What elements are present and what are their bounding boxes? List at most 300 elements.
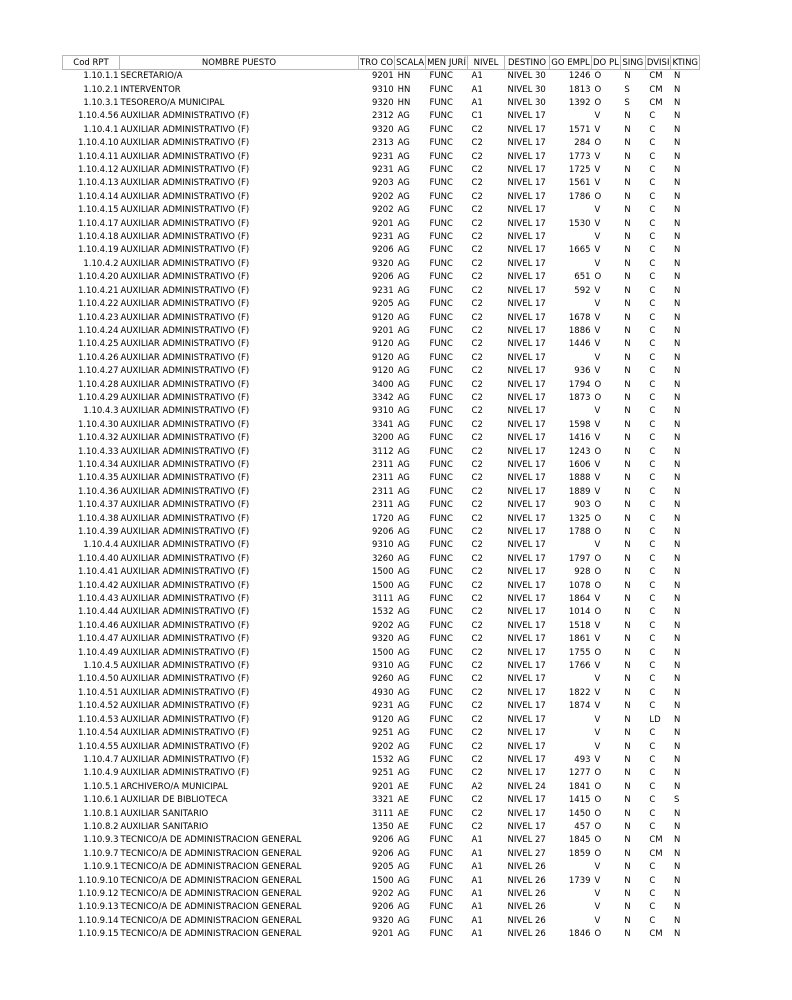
cell-estado-plaza[interactable]: V — [594, 165, 601, 176]
cell-centro-coste[interactable]: 9202 — [371, 741, 394, 752]
cell-destino[interactable]: NIVEL 30 — [507, 84, 546, 95]
cell-sing[interactable]: N — [624, 808, 631, 819]
cell-marketing[interactable]: N — [673, 728, 681, 739]
cell-destino[interactable]: NIVEL 17 — [507, 191, 546, 202]
cell-destino[interactable]: NIVEL 17 — [507, 634, 546, 645]
cell-provision[interactable]: CM — [649, 848, 663, 859]
cell-regimen[interactable]: FUNC — [429, 205, 453, 216]
cell-codigo-empleado[interactable] — [550, 673, 592, 686]
cell-provision[interactable]: C — [649, 366, 656, 377]
cell-provision[interactable]: C — [649, 567, 656, 578]
table-row[interactable] — [63, 821, 700, 834]
cell-destino[interactable]: NIVEL 17 — [507, 392, 546, 403]
table-row[interactable] — [63, 526, 700, 539]
cell-cod-rpt[interactable]: 1.10.9.13 — [77, 902, 119, 913]
cell-marketing[interactable]: N — [673, 446, 681, 457]
cell-cod-rpt[interactable]: 1.10.4.29 — [77, 392, 119, 403]
cell-nivel[interactable]: A1 — [471, 875, 483, 886]
cell-centro-coste[interactable]: 1500 — [371, 580, 394, 591]
cell-destino[interactable]: NIVEL 17 — [507, 714, 546, 725]
cell-escala[interactable]: AG — [397, 513, 410, 524]
cell-nivel[interactable]: A1 — [471, 848, 483, 859]
cell-nombre-puesto[interactable]: AUXILIAR ADMINISTRATIVO (F) — [120, 352, 250, 363]
cell-provision[interactable]: CM — [649, 929, 663, 940]
cell-codigo-empleado[interactable]: 1518 — [568, 620, 591, 631]
cell-escala[interactable]: AG — [397, 500, 410, 511]
cell-nombre-puesto[interactable]: TECNICO/A DE ADMINISTRACION GENERAL — [120, 862, 302, 873]
cell-centro-coste[interactable]: 3111 — [371, 808, 394, 819]
col-header-provision[interactable]: DVISI — [646, 57, 670, 68]
table-row[interactable] — [63, 83, 700, 96]
cell-cod-rpt[interactable]: 1.10.4.30 — [77, 419, 119, 430]
cell-cod-rpt[interactable]: 1.10.4.39 — [77, 527, 119, 538]
cell-nombre-puesto[interactable]: AUXILIAR ADMINISTRATIVO (F) — [120, 191, 250, 202]
table-row[interactable] — [63, 512, 700, 525]
cell-estado-plaza[interactable]: V — [594, 325, 601, 336]
cell-destino[interactable]: NIVEL 17 — [507, 821, 546, 832]
cell-nombre-puesto[interactable]: AUXILIAR ADMINISTRATIVO (F) — [120, 366, 250, 377]
cell-centro-coste[interactable]: 9320 — [371, 915, 394, 926]
cell-cod-rpt[interactable]: 1.10.4.42 — [77, 580, 119, 591]
cell-destino[interactable]: NIVEL 17 — [507, 205, 546, 216]
cell-cod-rpt[interactable]: 1.10.4.25 — [77, 339, 119, 350]
cell-marketing[interactable]: N — [673, 406, 681, 417]
cell-cod-rpt[interactable]: 1.10.4.24 — [77, 325, 119, 336]
cell-codigo-empleado[interactable]: 1416 — [568, 433, 591, 444]
cell-marketing[interactable]: N — [673, 567, 681, 578]
cell-regimen[interactable]: FUNC — [429, 540, 453, 551]
cell-nivel[interactable]: C2 — [471, 459, 483, 470]
cell-provision[interactable]: C — [649, 540, 656, 551]
cell-sing[interactable]: N — [624, 728, 631, 739]
cell-sing[interactable]: N — [624, 500, 631, 511]
cell-marketing[interactable]: S — [673, 795, 680, 806]
cell-escala[interactable]: AG — [397, 754, 410, 765]
cell-centro-coste[interactable]: 9120 — [371, 714, 394, 725]
table-row[interactable] — [63, 110, 700, 123]
cell-nombre-puesto[interactable]: AUXILIAR ADMINISTRATIVO (F) — [120, 661, 250, 672]
cell-estado-plaza[interactable]: V — [594, 902, 601, 913]
cell-estado-plaza[interactable]: O — [594, 527, 602, 538]
cell-sing[interactable]: N — [624, 111, 631, 122]
cell-provision[interactable]: C — [649, 674, 656, 685]
cell-destino[interactable]: NIVEL 17 — [507, 527, 546, 538]
cell-nombre-puesto[interactable]: SECRETARIO/A — [120, 71, 183, 82]
cell-destino[interactable]: NIVEL 17 — [507, 795, 546, 806]
cell-codigo-empleado[interactable]: 1786 — [568, 191, 591, 202]
cell-nivel[interactable]: C2 — [471, 527, 483, 538]
cell-marketing[interactable]: N — [673, 835, 681, 846]
cell-cod-rpt[interactable]: 1.10.4.7 — [83, 754, 119, 765]
table-row[interactable] — [63, 834, 700, 847]
cell-destino[interactable]: NIVEL 17 — [507, 754, 546, 765]
cell-codigo-empleado[interactable]: 936 — [574, 366, 591, 377]
cell-codigo-empleado[interactable]: 1864 — [568, 594, 591, 605]
cell-regimen[interactable]: FUNC — [429, 71, 453, 82]
cell-marketing[interactable]: N — [673, 71, 681, 82]
cell-nombre-puesto[interactable]: AUXILIAR ADMINISTRATIVO (F) — [120, 701, 250, 712]
table-row[interactable] — [63, 486, 700, 499]
cell-estado-plaza[interactable]: V — [594, 218, 601, 229]
cell-marketing[interactable]: N — [673, 151, 681, 162]
cell-escala[interactable]: AG — [397, 205, 410, 216]
cell-regimen[interactable]: FUNC — [429, 929, 453, 940]
cell-provision[interactable]: C — [649, 473, 656, 484]
cell-destino[interactable]: NIVEL 17 — [507, 379, 546, 390]
cell-destino[interactable]: NIVEL 17 — [507, 768, 546, 779]
cell-sing[interactable]: N — [624, 138, 631, 149]
cell-regimen[interactable]: FUNC — [429, 875, 453, 886]
cell-nombre-puesto[interactable]: AUXILIAR ADMINISTRATIVO (F) — [120, 594, 250, 605]
cell-escala[interactable]: AG — [397, 433, 410, 444]
cell-regimen[interactable]: FUNC — [429, 138, 453, 149]
cell-regimen[interactable]: FUNC — [429, 218, 453, 229]
table-row[interactable] — [63, 566, 700, 579]
cell-provision[interactable]: C — [649, 500, 656, 511]
cell-nombre-puesto[interactable]: AUXILIAR ADMINISTRATIVO (F) — [120, 392, 250, 403]
cell-destino[interactable]: NIVEL 26 — [507, 915, 546, 926]
cell-codigo-empleado[interactable]: 1598 — [568, 419, 591, 430]
cell-regimen[interactable]: FUNC — [429, 111, 453, 122]
cell-cod-rpt[interactable]: 1.10.5.1 — [83, 781, 119, 792]
cell-nivel[interactable]: C2 — [471, 124, 483, 135]
cell-sing[interactable]: N — [624, 366, 631, 377]
cell-escala[interactable]: AG — [397, 540, 410, 551]
cell-nombre-puesto[interactable]: AUXILIAR ADMINISTRATIVO (F) — [120, 124, 250, 135]
cell-nivel[interactable]: C2 — [471, 339, 483, 350]
cell-marketing[interactable]: N — [673, 473, 681, 484]
cell-regimen[interactable]: FUNC — [429, 379, 453, 390]
cell-regimen[interactable]: FUNC — [429, 473, 453, 484]
cell-marketing[interactable]: N — [673, 272, 681, 283]
cell-codigo-empleado[interactable]: 1773 — [568, 151, 591, 162]
cell-regimen[interactable]: FUNC — [429, 701, 453, 712]
cell-sing[interactable]: N — [624, 674, 631, 685]
cell-estado-plaza[interactable]: V — [594, 111, 601, 122]
cell-escala[interactable]: AG — [397, 728, 410, 739]
cell-destino[interactable]: NIVEL 17 — [507, 258, 546, 269]
cell-nivel[interactable]: A1 — [471, 915, 483, 926]
cell-escala[interactable]: AG — [397, 459, 410, 470]
cell-estado-plaza[interactable]: V — [594, 352, 601, 363]
cell-sing[interactable]: N — [624, 553, 631, 564]
cell-destino[interactable]: NIVEL 17 — [507, 366, 546, 377]
cell-codigo-empleado[interactable]: 1277 — [568, 768, 591, 779]
cell-codigo-empleado[interactable]: 1888 — [568, 473, 591, 484]
cell-estado-plaza[interactable]: V — [594, 433, 601, 444]
cell-destino[interactable]: NIVEL 17 — [507, 352, 546, 363]
cell-escala[interactable]: AG — [397, 406, 410, 417]
cell-nombre-puesto[interactable]: INTERVENTOR — [120, 84, 181, 95]
cell-marketing[interactable]: N — [673, 379, 681, 390]
cell-regimen[interactable]: FUNC — [429, 768, 453, 779]
cell-provision[interactable]: C — [649, 232, 656, 243]
table-row[interactable] — [63, 137, 700, 150]
cell-regimen[interactable]: FUNC — [429, 151, 453, 162]
cell-centro-coste[interactable]: 9310 — [371, 406, 394, 417]
cell-codigo-empleado[interactable]: 928 — [574, 567, 591, 578]
cell-regimen[interactable]: FUNC — [429, 406, 453, 417]
cell-cod-rpt[interactable]: 1.10.4.3 — [83, 406, 119, 417]
cell-codigo-empleado[interactable]: 1813 — [568, 84, 591, 95]
cell-nombre-puesto[interactable]: AUXILIAR ADMINISTRATIVO (F) — [120, 567, 250, 578]
cell-centro-coste[interactable]: 9202 — [371, 205, 394, 216]
cell-provision[interactable]: C — [649, 379, 656, 390]
cell-regimen[interactable]: FUNC — [429, 714, 453, 725]
cell-nivel[interactable]: C2 — [471, 540, 483, 551]
cell-provision[interactable]: C — [649, 245, 656, 256]
cell-nombre-puesto[interactable]: AUXILIAR ADMINISTRATIVO (F) — [120, 553, 250, 564]
table-row[interactable] — [63, 687, 700, 700]
cell-provision[interactable]: C — [649, 728, 656, 739]
col-header-centro-coste[interactable]: TRO CO — [360, 57, 394, 68]
cell-cod-rpt[interactable]: 1.10.4.5 — [83, 661, 119, 672]
cell-nombre-puesto[interactable]: AUXILIAR SANITARIO — [120, 808, 209, 819]
cell-nivel[interactable]: C2 — [471, 245, 483, 256]
cell-nombre-puesto[interactable]: AUXILIAR ADMINISTRATIVO (F) — [120, 580, 250, 591]
cell-sing[interactable]: N — [624, 848, 631, 859]
cell-destino[interactable]: NIVEL 26 — [507, 862, 546, 873]
cell-marketing[interactable]: N — [673, 366, 681, 377]
cell-centro-coste[interactable]: 2312 — [371, 111, 394, 122]
cell-sing[interactable]: N — [624, 607, 631, 618]
cell-centro-coste[interactable]: 9231 — [371, 165, 394, 176]
cell-destino[interactable]: NIVEL 17 — [507, 808, 546, 819]
cell-codigo-empleado[interactable]: 1014 — [568, 607, 591, 618]
cell-sing[interactable]: N — [624, 339, 631, 350]
cell-centro-coste[interactable]: 9206 — [371, 835, 394, 846]
cell-destino[interactable]: NIVEL 17 — [507, 500, 546, 511]
cell-nombre-puesto[interactable]: AUXILIAR ADMINISTRATIVO (F) — [120, 406, 250, 417]
table-row[interactable] — [63, 378, 700, 391]
cell-sing[interactable]: N — [624, 165, 631, 176]
cell-nombre-puesto[interactable]: AUXILIAR ADMINISTRATIVO (F) — [120, 473, 250, 484]
cell-provision[interactable]: C — [649, 862, 656, 873]
cell-nivel[interactable]: C2 — [471, 446, 483, 457]
cell-sing[interactable]: N — [624, 888, 631, 899]
cell-provision[interactable]: C — [649, 875, 656, 886]
cell-centro-coste[interactable]: 9251 — [371, 728, 394, 739]
cell-provision[interactable]: C — [649, 915, 656, 926]
cell-marketing[interactable]: N — [673, 352, 681, 363]
cell-marketing[interactable]: N — [673, 848, 681, 859]
cell-sing[interactable]: N — [624, 352, 631, 363]
cell-provision[interactable]: C — [649, 754, 656, 765]
table-row[interactable] — [63, 338, 700, 351]
cell-centro-coste[interactable]: 9203 — [371, 178, 394, 189]
cell-escala[interactable]: AG — [397, 312, 410, 323]
cell-nivel[interactable]: C2 — [471, 473, 483, 484]
cell-escala[interactable]: AG — [397, 862, 410, 873]
cell-estado-plaza[interactable]: O — [594, 513, 602, 524]
cell-cod-rpt[interactable]: 1.10.4.33 — [77, 446, 119, 457]
cell-marketing[interactable]: N — [673, 580, 681, 591]
cell-nombre-puesto[interactable]: TECNICO/A DE ADMINISTRACION GENERAL — [120, 929, 302, 940]
cell-marketing[interactable]: N — [673, 661, 681, 672]
cell-sing[interactable]: N — [624, 527, 631, 538]
cell-codigo-empleado[interactable]: 1859 — [568, 848, 591, 859]
cell-regimen[interactable]: FUNC — [429, 312, 453, 323]
cell-codigo-empleado[interactable] — [550, 258, 592, 271]
cell-nivel[interactable]: C2 — [471, 232, 483, 243]
cell-sing[interactable]: N — [624, 245, 631, 256]
cell-nivel[interactable]: C2 — [471, 714, 483, 725]
cell-nombre-puesto[interactable]: AUXILIAR ADMINISTRATIVO (F) — [120, 446, 250, 457]
cell-sing[interactable]: N — [624, 459, 631, 470]
cell-nombre-puesto[interactable]: AUXILIAR ADMINISTRATIVO (F) — [120, 540, 250, 551]
cell-centro-coste[interactable]: 9206 — [371, 527, 394, 538]
table-row[interactable] — [63, 673, 700, 686]
cell-regimen[interactable]: FUNC — [429, 459, 453, 470]
cell-nombre-puesto[interactable]: TECNICO/A DE ADMINISTRACION GENERAL — [120, 848, 302, 859]
cell-escala[interactable]: AG — [397, 634, 410, 645]
cell-provision[interactable]: C — [649, 459, 656, 470]
cell-destino[interactable]: NIVEL 17 — [507, 647, 546, 658]
cell-provision[interactable]: C — [649, 151, 656, 162]
table-row[interactable] — [63, 781, 700, 794]
cell-provision[interactable]: C — [649, 433, 656, 444]
cell-sing[interactable]: N — [624, 781, 631, 792]
cell-cod-rpt[interactable]: 1.10.4.41 — [77, 567, 119, 578]
cell-sing[interactable]: N — [624, 473, 631, 484]
table-row[interactable] — [63, 325, 700, 338]
table-row[interactable] — [63, 620, 700, 633]
cell-provision[interactable]: C — [649, 339, 656, 350]
cell-destino[interactable]: NIVEL 17 — [507, 553, 546, 564]
cell-nivel[interactable]: C2 — [471, 580, 483, 591]
cell-cod-rpt[interactable]: 1.10.8.1 — [83, 808, 119, 819]
cell-escala[interactable]: AG — [397, 607, 410, 618]
cell-marketing[interactable]: N — [673, 165, 681, 176]
cell-destino[interactable]: NIVEL 26 — [507, 888, 546, 899]
cell-escala[interactable]: AG — [397, 527, 410, 538]
table-row[interactable] — [63, 419, 700, 432]
cell-centro-coste[interactable]: 9320 — [371, 634, 394, 645]
cell-nombre-puesto[interactable]: AUXILIAR ADMINISTRATIVO (F) — [120, 245, 250, 256]
cell-centro-coste[interactable]: 9320 — [371, 258, 394, 269]
cell-estado-plaza[interactable]: V — [594, 741, 601, 752]
cell-codigo-empleado[interactable] — [550, 405, 592, 418]
cell-centro-coste[interactable]: 9205 — [371, 862, 394, 873]
cell-estado-plaza[interactable]: V — [594, 406, 601, 417]
cell-provision[interactable]: C — [649, 687, 656, 698]
cell-provision[interactable]: C — [649, 325, 656, 336]
cell-cod-rpt[interactable]: 1.10.4.1 — [83, 124, 119, 135]
cell-centro-coste[interactable]: 9231 — [371, 285, 394, 296]
cell-codigo-empleado[interactable] — [550, 861, 592, 874]
cell-nivel[interactable]: C2 — [471, 138, 483, 149]
cell-marketing[interactable]: N — [673, 419, 681, 430]
cell-regimen[interactable]: FUNC — [429, 258, 453, 269]
cell-centro-coste[interactable]: 2311 — [371, 473, 394, 484]
cell-nivel[interactable]: C1 — [471, 111, 483, 122]
cell-estado-plaza[interactable]: V — [594, 339, 601, 350]
cell-nivel[interactable]: C2 — [471, 701, 483, 712]
cell-regimen[interactable]: FUNC — [429, 272, 453, 283]
cell-cod-rpt[interactable]: 1.10.4.49 — [77, 647, 119, 658]
cell-estado-plaza[interactable]: O — [594, 781, 602, 792]
table-row[interactable] — [63, 244, 700, 257]
cell-estado-plaza[interactable]: V — [594, 285, 601, 296]
cell-nivel[interactable]: C2 — [471, 379, 483, 390]
table-row[interactable] — [63, 740, 700, 753]
cell-destino[interactable]: NIVEL 17 — [507, 674, 546, 685]
cell-cod-rpt[interactable]: 1.10.4.38 — [77, 513, 119, 524]
cell-sing[interactable]: N — [624, 205, 631, 216]
cell-regimen[interactable]: FUNC — [429, 902, 453, 913]
cell-cod-rpt[interactable]: 1.10.4.53 — [77, 714, 119, 725]
col-header-estado-plaza[interactable]: DO PL — [593, 57, 619, 68]
cell-destino[interactable]: NIVEL 26 — [507, 902, 546, 913]
cell-nombre-puesto[interactable]: AUXILIAR ADMINISTRATIVO (F) — [120, 285, 250, 296]
cell-provision[interactable]: C — [649, 272, 656, 283]
table-row[interactable] — [63, 150, 700, 163]
cell-escala[interactable]: AG — [397, 446, 410, 457]
cell-codigo-empleado[interactable]: 1725 — [568, 165, 591, 176]
cell-provision[interactable]: C — [649, 406, 656, 417]
cell-estado-plaza[interactable]: O — [594, 929, 602, 940]
cell-estado-plaza[interactable]: V — [594, 232, 601, 243]
cell-marketing[interactable]: N — [673, 245, 681, 256]
cell-nombre-puesto[interactable]: AUXILIAR ADMINISTRATIVO (F) — [120, 754, 250, 765]
cell-nombre-puesto[interactable]: AUXILIAR ADMINISTRATIVO (F) — [120, 312, 250, 323]
cell-nombre-puesto[interactable]: AUXILIAR ADMINISTRATIVO (F) — [120, 620, 250, 631]
cell-destino[interactable]: NIVEL 17 — [507, 433, 546, 444]
cell-nombre-puesto[interactable]: AUXILIAR ADMINISTRATIVO (F) — [120, 138, 250, 149]
cell-sing[interactable]: N — [624, 312, 631, 323]
cell-regimen[interactable]: FUNC — [429, 98, 453, 109]
cell-regimen[interactable]: FUNC — [429, 594, 453, 605]
cell-cod-rpt[interactable]: 1.10.4.50 — [77, 674, 119, 685]
cell-cod-rpt[interactable]: 1.10.4.22 — [77, 299, 119, 310]
table-row[interactable] — [63, 714, 700, 727]
cell-estado-plaza[interactable]: V — [594, 687, 601, 698]
table-row[interactable] — [63, 700, 700, 713]
cell-regimen[interactable]: FUNC — [429, 728, 453, 739]
cell-sing[interactable]: N — [624, 795, 631, 806]
cell-regimen[interactable]: FUNC — [429, 232, 453, 243]
table-row[interactable] — [63, 298, 700, 311]
cell-nombre-puesto[interactable]: AUXILIAR ADMINISTRATIVO (F) — [120, 741, 250, 752]
cell-destino[interactable]: NIVEL 17 — [507, 661, 546, 672]
cell-cod-rpt[interactable]: 1.10.4.54 — [77, 728, 119, 739]
cell-nivel[interactable]: C2 — [471, 741, 483, 752]
cell-cod-rpt[interactable]: 1.10.4.20 — [77, 272, 119, 283]
cell-regimen[interactable]: FUNC — [429, 366, 453, 377]
cell-nombre-puesto[interactable]: AUXILIAR ADMINISTRATIVO (F) — [120, 607, 250, 618]
table-row[interactable] — [63, 553, 700, 566]
cell-codigo-empleado[interactable] — [550, 352, 592, 365]
cell-codigo-empleado[interactable]: 1797 — [568, 553, 591, 564]
cell-cod-rpt[interactable]: 1.10.4.32 — [77, 433, 119, 444]
cell-escala[interactable]: AG — [397, 285, 410, 296]
cell-provision[interactable]: C — [649, 553, 656, 564]
cell-codigo-empleado[interactable]: 1886 — [568, 325, 591, 336]
table-row[interactable] — [63, 365, 700, 378]
col-header-escala[interactable]: SCALA — [396, 57, 425, 68]
cell-estado-plaza[interactable]: V — [594, 634, 601, 645]
cell-nivel[interactable]: C2 — [471, 285, 483, 296]
cell-estado-plaza[interactable]: V — [594, 915, 601, 926]
cell-destino[interactable]: NIVEL 17 — [507, 687, 546, 698]
cell-nivel[interactable]: C2 — [471, 165, 483, 176]
cell-destino[interactable]: NIVEL 27 — [507, 848, 546, 859]
cell-nivel[interactable]: C2 — [471, 299, 483, 310]
table-row[interactable] — [63, 432, 700, 445]
cell-sing[interactable]: N — [624, 862, 631, 873]
cell-cod-rpt[interactable]: 1.10.9.15 — [77, 929, 119, 940]
cell-estado-plaza[interactable]: O — [594, 379, 602, 390]
